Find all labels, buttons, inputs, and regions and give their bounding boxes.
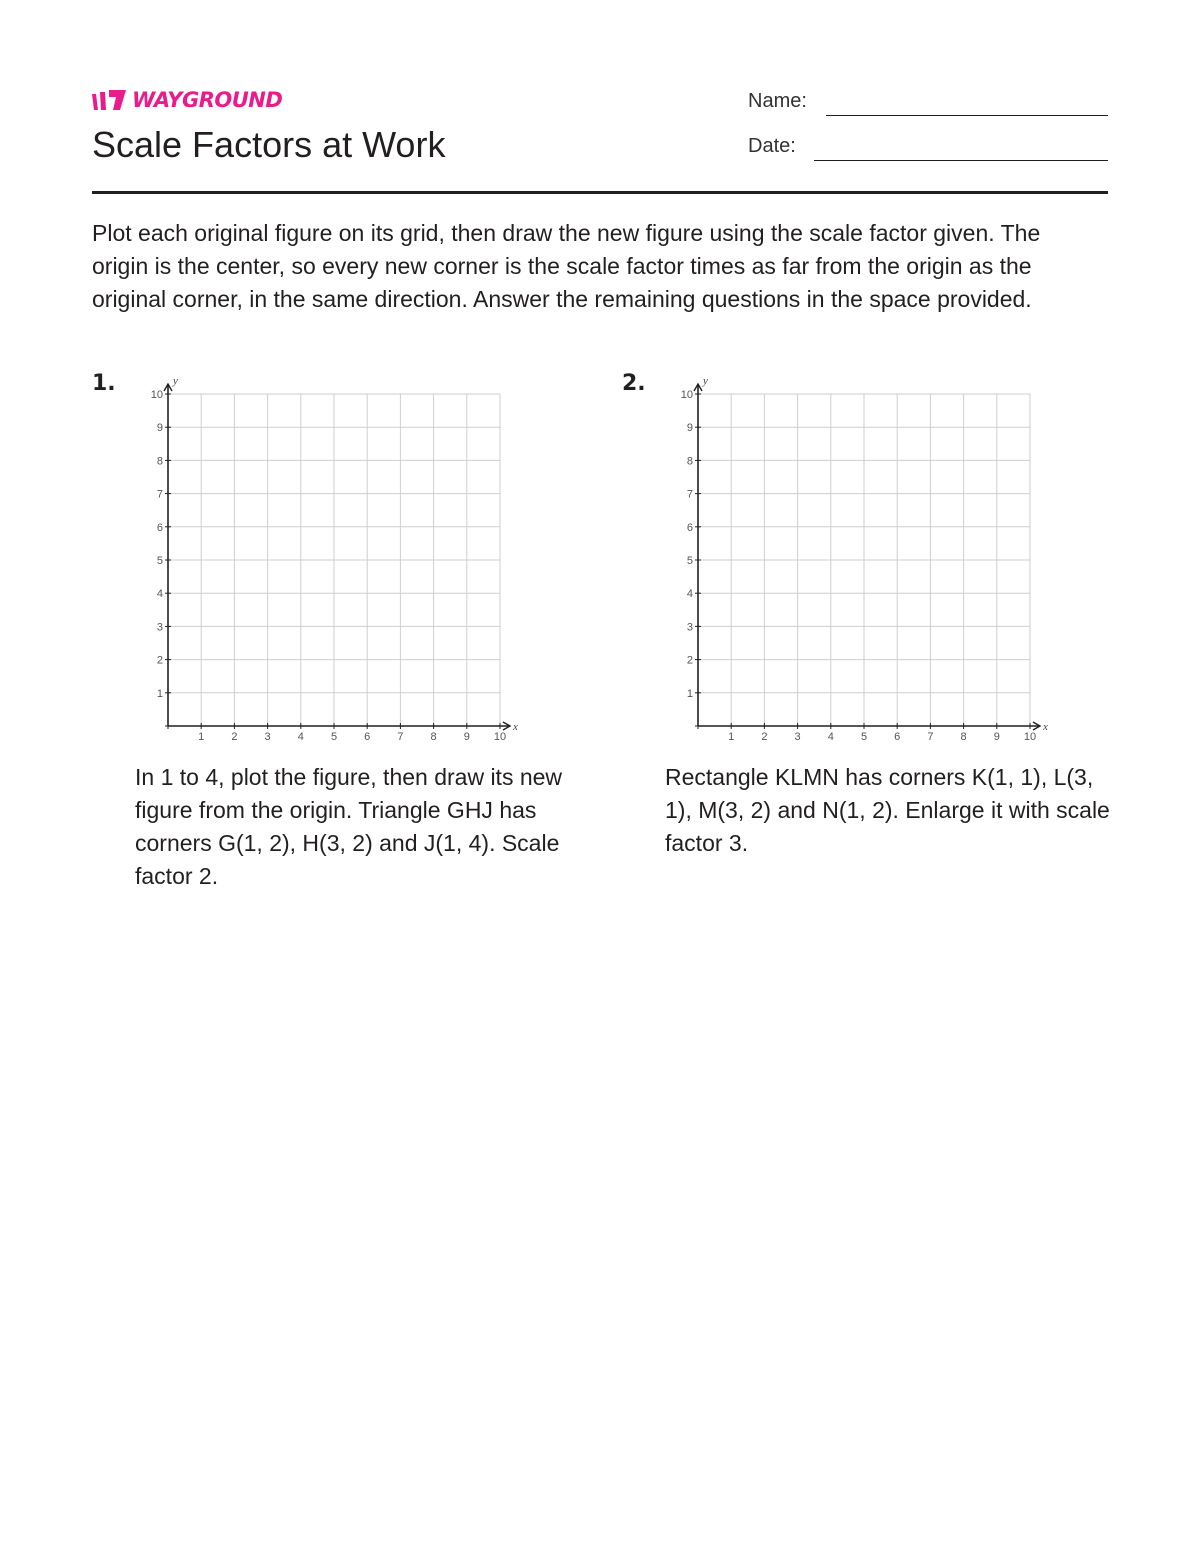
- y-tick-label: 10: [680, 389, 693, 401]
- x-tick-label: 9: [993, 731, 1000, 743]
- y-tick-label: 3: [156, 621, 163, 634]
- y-axis-label: y: [173, 375, 178, 387]
- x-tick-label: 2: [761, 731, 768, 743]
- y-tick-label: 1: [156, 687, 163, 700]
- x-tick-label: 10: [1023, 731, 1037, 743]
- y-tick-label: 2: [156, 654, 163, 667]
- brand: [92, 86, 282, 114]
- brand-name: WAYGROUND: [132, 88, 283, 112]
- x-axis-label: x: [1043, 721, 1048, 733]
- x-tick-label: 9: [463, 731, 470, 743]
- y-tick-label: 3: [686, 621, 693, 634]
- y-tick-label: 9: [156, 422, 163, 435]
- y-tick-label: 1: [686, 687, 693, 700]
- x-tick-label: 2: [231, 731, 238, 743]
- y-tick-label: 8: [686, 455, 693, 468]
- x-tick-label: 7: [397, 731, 404, 743]
- x-tick-label: 6: [364, 731, 371, 743]
- y-tick-label: 8: [156, 455, 163, 468]
- y-tick-label: 9: [686, 422, 693, 435]
- x-axis-label: x: [513, 721, 518, 733]
- x-tick-label: 4: [297, 731, 304, 743]
- x-tick-label: 1: [198, 731, 205, 743]
- problem-2-number: 2.: [622, 371, 646, 396]
- problem-1-grid[interactable]: [140, 370, 530, 750]
- instructions: Plot each original figure on its grid, then draw the new figure using the scale factor given. The origin is the center, so every new corner is the scale factor times as far from the origin as the original corner, in the same direction. Answer the remaining questions in the space provided.: [92, 220, 1041, 312]
- y-tick-label: 10: [150, 389, 163, 401]
- problem-1-text: In 1 to 4, plot the figure, then draw its new figure from the origin. Triangle GHJ has corners G(1, 2), H(3, 2) and J(1, 4). Scale factor 2.: [135, 764, 563, 889]
- x-tick-label: 4: [827, 731, 834, 743]
- x-tick-label: 8: [960, 731, 967, 743]
- problem-2-grid[interactable]: [670, 370, 1060, 750]
- y-tick-label: 5: [686, 555, 693, 567]
- wayground-logo-icon: [92, 88, 126, 112]
- y-axis-label: y: [703, 375, 708, 387]
- y-tick-label: 6: [686, 521, 693, 534]
- x-tick-label: 5: [330, 731, 338, 743]
- name-field[interactable]: [826, 115, 1108, 116]
- x-tick-label: 5: [860, 731, 868, 743]
- x-tick-label: 3: [794, 731, 801, 743]
- date-label: Date:: [748, 135, 796, 157]
- y-tick-label: 4: [156, 588, 163, 601]
- name-label: Name:: [748, 90, 807, 112]
- x-tick-label: 10: [493, 731, 507, 743]
- y-tick-label: 6: [156, 521, 163, 534]
- y-tick-label: 4: [686, 588, 693, 601]
- x-tick-label: 6: [894, 731, 901, 743]
- x-tick-label: 7: [927, 731, 934, 743]
- y-tick-label: 7: [156, 488, 163, 501]
- y-tick-label: 2: [686, 654, 693, 667]
- y-tick-label: 7: [686, 488, 693, 501]
- page-title: Scale Factors at Work: [92, 124, 446, 165]
- date-field[interactable]: [814, 160, 1108, 161]
- problem-2-text: Rectangle KLMN has corners K(1, 1), L(3, 1), M(3, 2) and N(1, 2). Enlarge it with scale factor 3.: [665, 764, 1110, 856]
- problem-1-number: 1.: [92, 371, 116, 396]
- x-tick-label: 3: [264, 731, 271, 743]
- x-tick-label: 1: [728, 731, 735, 743]
- header-divider: [92, 191, 1108, 194]
- y-tick-label: 5: [156, 555, 163, 567]
- x-tick-label: 8: [430, 731, 437, 743]
